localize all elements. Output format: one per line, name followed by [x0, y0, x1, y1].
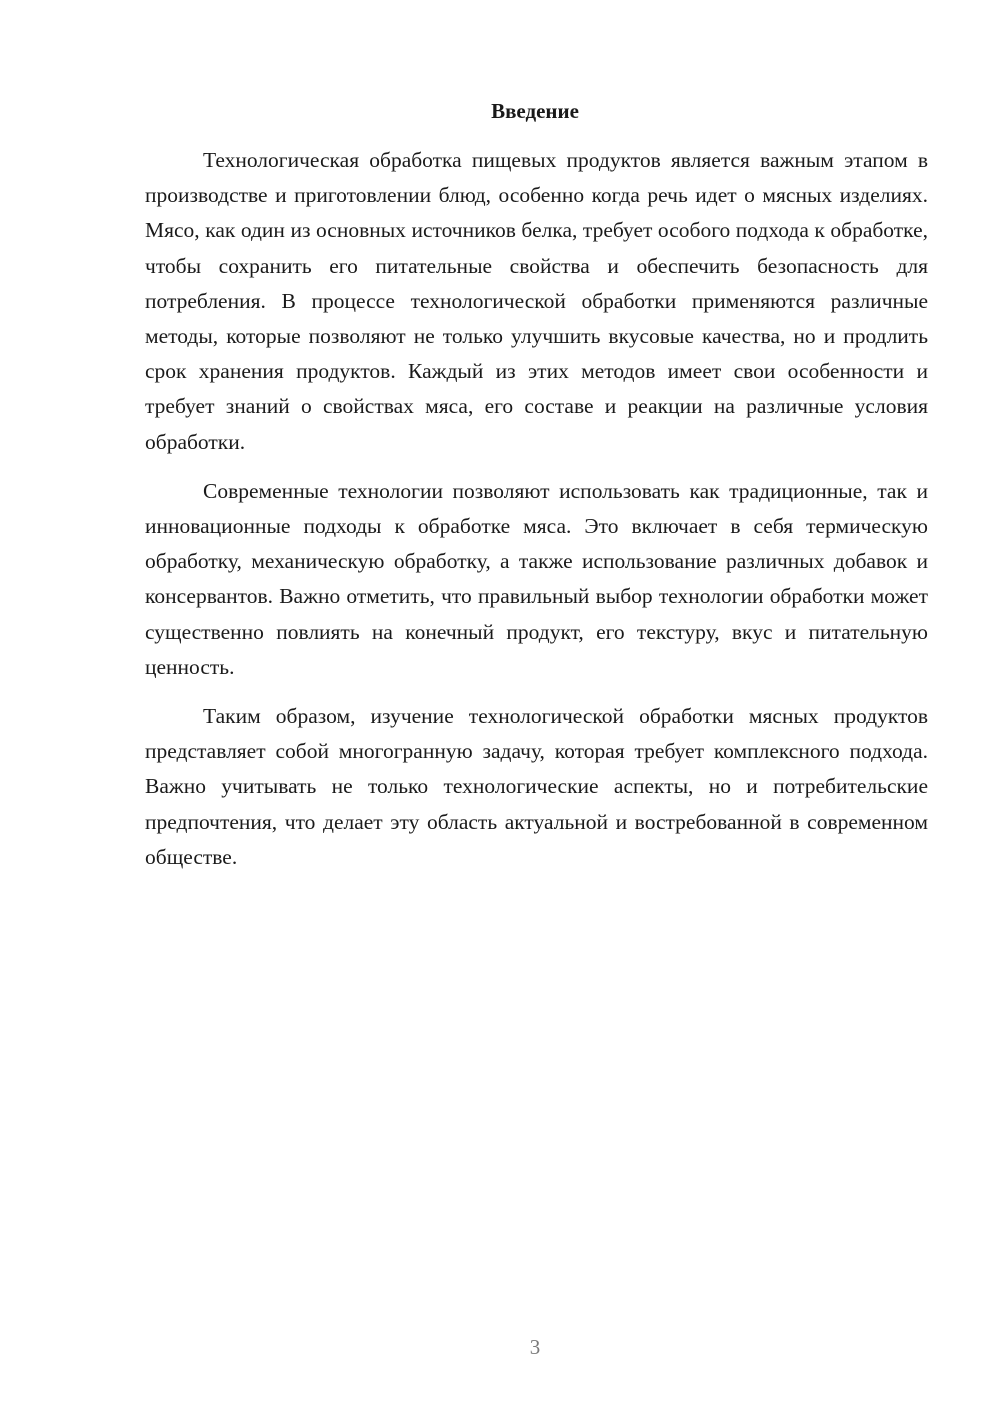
- paragraph-3: Таким образом, изучение технологической обработки мясных продуктов представляет собой многогранную задачу, которая требует комплексного подхода. Важно учитывать не только технологические аспекты, но и потребительские предпочтения, что делает эту область актуальной и востребованной в современном обществе.: [145, 704, 928, 869]
- paragraph-1: Технологическая обработка пищевых продуктов является важным этапом в производстве и приготовлении блюд, особенно когда речь идет о мясных изделиях. Мясо, как один из основных источников белка, требует особого подхода к обработке, чтобы сохранить его питательные свойства и обеспечить безопасность для потребления. В процессе технологической обработки применяются различные методы, которые позволяют не только улучшить вкусовые качества, но и продлить срок хранения продуктов. Каждый из этих методов имеет свои особенности и требует знаний о свойствах мяса, его составе и реакции на различные условия обработки.: [145, 148, 928, 454]
- paragraph-2: Современные технологии позволяют использовать как традиционные, так и инновационные подходы к обработке мяса. Это включает в себя термическую обработку, механическую обработку, а также использование различных добавок и консервантов. Важно отметить, что правильный выбор технологии обработки может существенно повлиять на конечный продукт, его текстуру, вкус и питательную ценность.: [145, 478, 928, 679]
- section-title: Введение: [491, 99, 579, 123]
- page-number: 3: [529, 1335, 541, 1359]
- document-body: [145, 143, 928, 875]
